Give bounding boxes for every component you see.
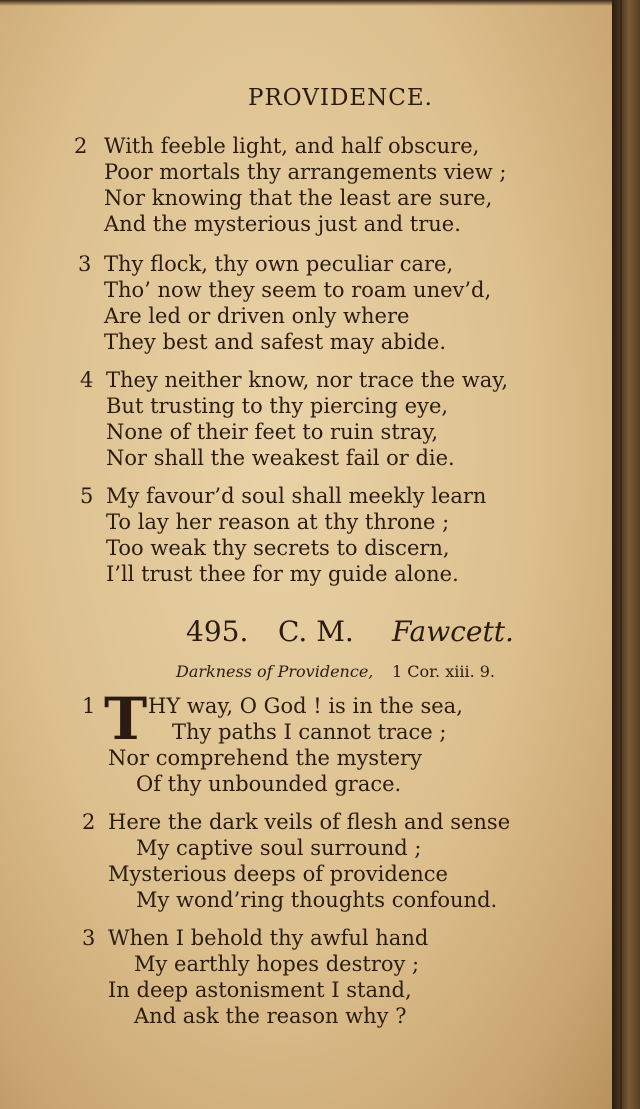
- verse-line: My favour’d soul shall meekly learn: [106, 484, 487, 508]
- verse-line: Are led or driven only where: [104, 304, 410, 328]
- verse-line: Here the dark veils of flesh and sense: [108, 810, 511, 834]
- verse-line: Too weak thy secrets to discern,: [106, 536, 450, 560]
- verse-line: Mysterious deeps of providence: [108, 862, 448, 886]
- verse-line: Thy paths I cannot trace ;: [172, 720, 447, 744]
- verse-line: Tho’ now they seem to roam unev’d,: [104, 278, 492, 302]
- drop-cap: T: [104, 685, 148, 753]
- verse-line: But trusting to thy piercing eye,: [106, 394, 449, 418]
- scripture-reference: 1 Cor. xiii. 9.: [392, 662, 496, 681]
- verse-line: My captive soul surround ;: [136, 836, 422, 860]
- verse-line: And ask the reason why ?: [134, 1004, 407, 1028]
- verse-line: When I behold thy awful hand: [108, 926, 429, 950]
- verse-line: Nor knowing that the least are sure,: [104, 186, 493, 210]
- verse-line: They neither know, nor trace the way,: [106, 368, 509, 392]
- hymn-number: 495.: [186, 615, 249, 648]
- verse-line: I’ll trust thee for my guide alone.: [106, 562, 459, 586]
- verse-line: HY way, O God ! is in the sea,: [148, 694, 463, 718]
- verse-line: My wond’ring thoughts confound.: [136, 888, 498, 912]
- verse-line: My earthly hopes destroy ;: [134, 952, 420, 976]
- verse-line: Of thy unbounded grace.: [136, 772, 402, 796]
- page-title: PROVIDENCE.: [248, 85, 433, 111]
- verse-line: They best and safest may abide.: [104, 330, 447, 354]
- verse-line: With feeble light, and half obscure,: [104, 134, 480, 158]
- verse-line: Nor comprehend the mystery: [108, 746, 422, 770]
- stanza-number: 2: [74, 134, 88, 158]
- stanza-number: 3: [82, 926, 96, 950]
- stanza-number: 2: [82, 810, 96, 834]
- verse-line: None of their feet to ruin stray,: [106, 420, 439, 444]
- stanza-number: 4: [80, 368, 94, 392]
- hymn-subtitle: Darkness of Providence,: [176, 662, 374, 681]
- stanza-number: 3: [78, 252, 92, 276]
- page-edge-line: [620, 0, 622, 1109]
- verse-line: In deep astonisment I stand,: [108, 978, 412, 1002]
- stanza-number: 1: [82, 694, 96, 718]
- book-spine-edge: [612, 0, 640, 1109]
- verse-line: Nor shall the weakest fail or die.: [106, 446, 455, 470]
- verse-line: Poor mortals thy arrangements view ;: [104, 160, 507, 184]
- hymn-meter: C. M.: [278, 615, 354, 648]
- verse-line: Thy flock, thy own peculiar care,: [104, 252, 454, 276]
- page-top-shadow: [0, 0, 612, 6]
- verse-line: To lay her reason at thy throne ;: [106, 510, 450, 534]
- hymn-author: Fawcett.: [392, 615, 514, 648]
- stanza-number: 5: [80, 484, 94, 508]
- verse-line: And the mysterious just and true.: [104, 212, 461, 236]
